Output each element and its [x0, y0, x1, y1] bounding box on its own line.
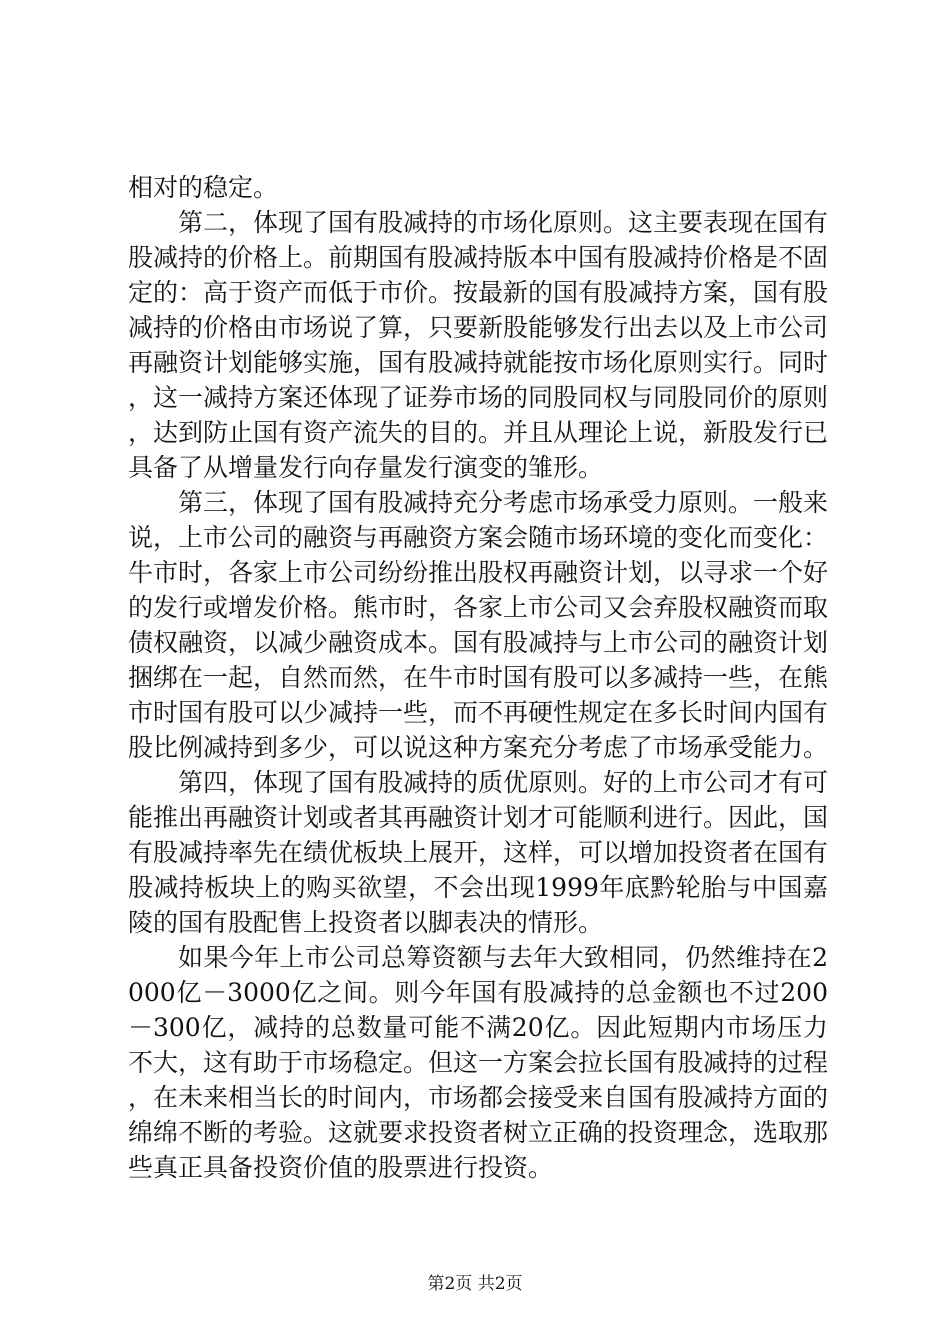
- paragraph-conclusion: 如果今年上市公司总筹资额与去年大致相同，仍然维持在2000亿－3000亿之间。则今年国有股减持的总金额也不过200－300亿，减持的总数量可能不满20亿。因此短期内市场压力不大，这有助于市场稳定。但这一方案会拉长国有股减持的过程，在未来相当长的时间内，市场都会接受来自国有股减持方面的绵绵不断的考验。这就要求投资者树立正确的投资理念，选取那些真正具备投资价值的股票进行投资。: [128, 943, 829, 1182]
- paragraph-fourth-principle: 第四，体现了国有股减持的质优原则。好的上市公司才有可能推出再融资计划或者其再融资计划才可能顺利进行。因此，国有股减持率先在绩优板块上展开，这样，可以增加投资者在国有股减持板块上的购买欲望，不会出现1999年底黔轮胎与中国嘉陵的国有股配售上投资者以脚表决的情形。: [128, 768, 829, 937]
- document-body: [128, 170, 828, 1185]
- paragraph-continuation: 相对的稳定。: [128, 173, 279, 202]
- paragraph-second-principle: 第二，体现了国有股减持的市场化原则。这主要表现在国有股减持的价格上。前期国有股减持版本中国有股减持价格是不固定的：高于资产而低于市价。按最新的国有股减持方案，国有股减持的价格由市场说了算，只要新股能够发行出去以及上市公司再融资计划能够实施，国有股减持就能按市场化原则实行。同时，这一减持方案还体现了证券市场的同股同权与同股同价的原则，达到防止国有资产流失的目的。并且从理论上说，新股发行已具备了从增量发行向存量发行演变的雏形。: [128, 208, 829, 482]
- page-footer: 第2页 共2页: [427, 1274, 523, 1294]
- paragraph-third-principle: 第三，体现了国有股减持充分考虑市场承受力原则。一般来说，上市公司的融资与再融资方案会随市场环境的变化而变化：牛市时，各家上市公司纷纷推出股权再融资计划，以寻求一个好的发行或增发价格。熊市时，各家上市公司又会弃股权融资而取债权融资，以减少融资成本。国有股减持与上市公司的融资计划捆绑在一起，自然而然，在牛市时国有股可以多减持一些，在熊市时国有股可以少减持一些，而不再硬性规定在多长时间内国有股比例减持到多少，可以说这种方案充分考虑了市场承受能力。: [128, 488, 829, 762]
